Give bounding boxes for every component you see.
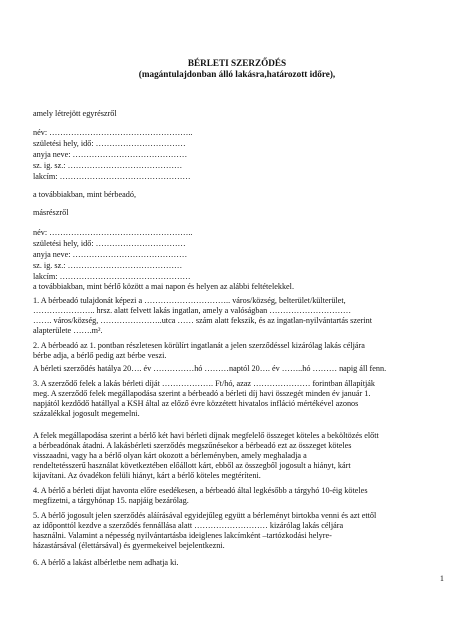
paragraph-line: A felek megállapodása szerint a bérlő két havi bérleti díjnak megfelelő összeget köteles a beköltözés előtt [33,431,379,440]
other-party-text: másrészről [33,208,69,217]
paragraph-line: 1. A bérbeadó tulajdonát képezi a ………………………….. város/község, belterület/külterület, [33,296,346,305]
landlord-name-field: név: …………………………………………….. [33,128,193,137]
paragraph-line: használni. Valamint a népesség nyilvántartásba ideiglenes lakcímként –tartózkodási helyre- [33,531,332,540]
tenant-name-field: név: …………………………………………….. [33,228,193,237]
paragraph-line: rendeltetésszerű használat következtében előállott kárt, ebből az összegből jogosult a hiányt, kárt [33,461,351,470]
landlord-birth-field: születési hely, idő: …………………………… [33,139,186,148]
paragraph-line: alapterülete …….m². [33,326,103,335]
paragraph-line: ………………….. hrsz. alatt felvett lakás ingatlan, amely a valóságban ………………………… [33,306,352,315]
paragraph-line: az időponttól kezdve a szerződés fennállása alatt ……………………… kizárólag lakás céljára [33,521,344,530]
paragraph-line: kijavítani. Az óvadékon felüli hiányt, kárt a bérlő köteles megtéríteni. [33,471,261,480]
paragraph-4 [33,486,443,506]
tenant-role: a továbbiakban, mint bérlő között a mai napon és helyen az alábbi feltételekkel. [33,282,294,291]
paragraph-line: 3. A szerződő felek a lakás bérleti díját ………………. Ft/hó, azaz ………………… forintban állapítják [33,379,375,388]
tenant-birth-field: születési hely, idő: …………………………… [33,239,186,248]
paragraph-line: 6. A bérlő a lakást albérletbe nem adhatja ki. [33,558,179,567]
paragraph-line: 2. A bérbeadó az 1. pontban részletesen körülírt ingatlanát a jelen szerződéssel kizárólag lakás céljára [33,341,365,350]
document-title: BÉRLETI SZERZŐDÉS [187,58,287,68]
paragraph-line: megfizetni, a tárgyhónap 15. napjáig bezárólag. [33,496,189,505]
paragraph-line: napjától kezdődő hatállyal a KSH által az előző évre közzétett hivatalos infláció mértékével azonos [33,399,359,408]
paragraph-line: házastársával (élettársával) és gyermekeivel bejelentkezni. [33,541,225,550]
landlord-role: a továbbiakban, mint bérbeadó, [33,190,136,199]
landlord-id-field: sz. ig. sz.: …………………………………… [33,161,183,170]
paragraph-line: A bérleti szerződés hatálya 20…. év ……………hó ………naptól 20…. év ……..hó ……… napig áll fenn. [33,364,387,373]
tenant-address-field: lakcím: ………………………………………… [33,272,191,281]
paragraph-line: 5. A bérlő jogosult jelen szerződés aláírásával egyidejűleg együtt a bérleményt birtokba venni és azt ettől [33,511,377,520]
landlord-address-field: lakcím: ………………………………………… [33,172,191,181]
paragraph-line: százalékkal jogosult megemelni. [33,409,140,418]
tenant-mother-field: anyja neve: …………………………………… [33,250,188,259]
paragraph-validity [33,364,443,374]
paragraph-6 [33,558,443,568]
paragraph-line: 4. A bérlő a bérleti díjat havonta előre esedékesen, a bérbeadó által legkésőbb a tárgyhó 10-éig köteles [33,486,368,495]
paragraph-line: ……. város/község, …………………..utca …… szám alatt fekszik, és az ingatlan-nyilvántartás szerint [33,316,373,325]
paragraph-deposit [33,431,443,481]
paragraph-line: a bérbeadónak átadni. A lakásbérleti szerződés megszűnésekor a bérbeadó ezt az összeget köteles [33,441,352,450]
paragraph-2 [33,341,443,361]
paragraph-5 [33,511,443,551]
paragraph-line: visszaadni, vagy ha a bérlő olyan kárt okozott a bérleményben, amely meghaladja a [33,451,307,460]
paragraph-1 [33,296,443,336]
paragraph-3 [33,379,443,419]
document-subtitle: (magántulajdonban álló lakásra,határozott időre), [138,69,336,79]
paragraph-line: meg. A szerződő felek megállapodása szerint a bérbeadó a bérleti díj havi összegét minden év január 1. [33,389,371,398]
tenant-id-field: sz. ig. sz.: …………………………………… [33,261,183,270]
page-number: 1 [439,574,444,583]
paragraph-line: bérbe adja, a bérlő pedig azt bérbe veszi. [33,351,167,360]
intro-text: amely létrejött egyrészről [33,109,117,118]
landlord-mother-field: anyja neve: …………………………………… [33,150,188,159]
